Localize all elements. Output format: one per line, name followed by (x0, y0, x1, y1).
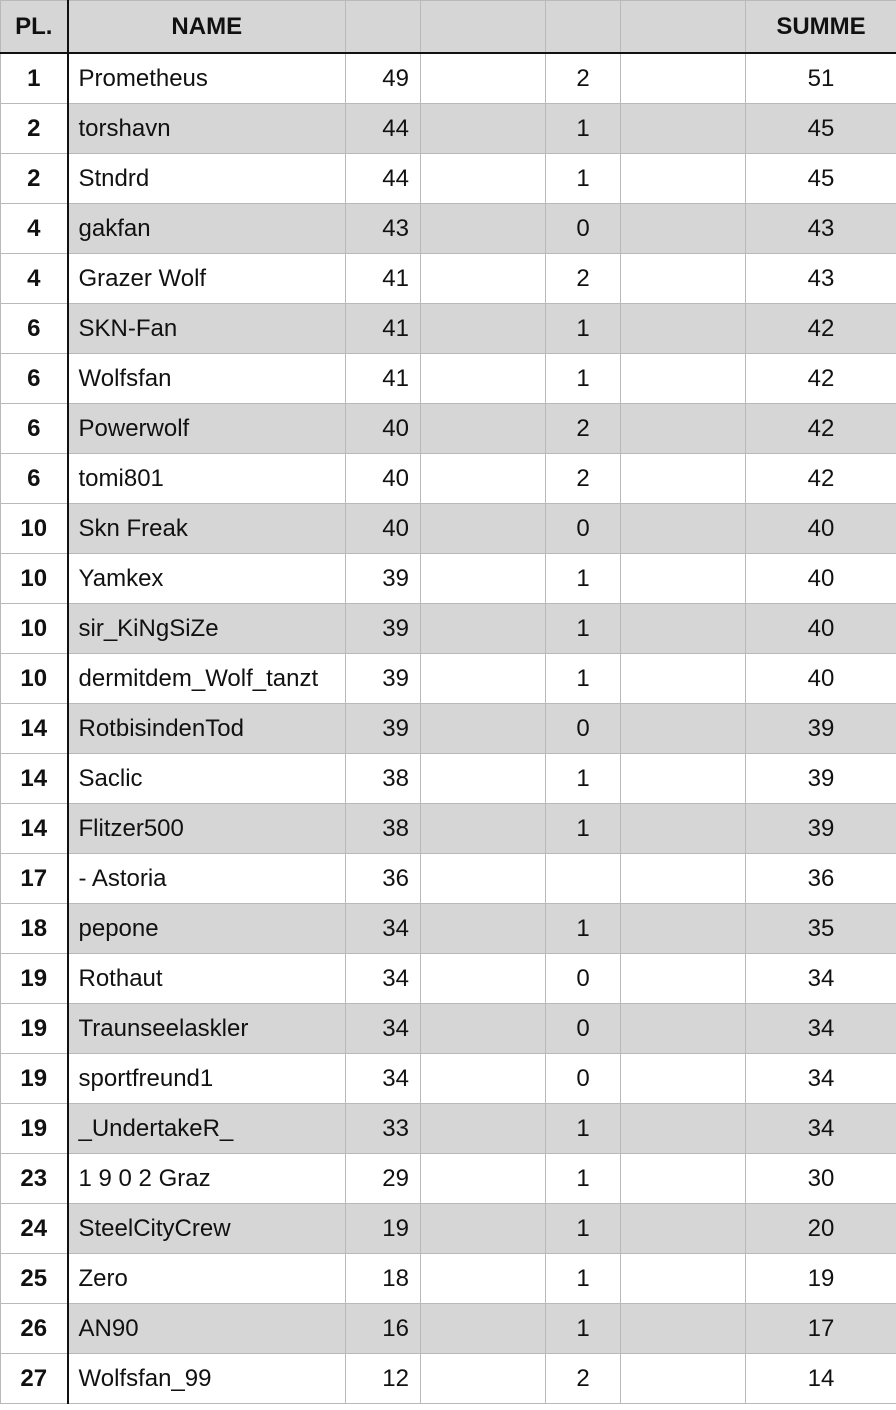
empty-cell (421, 754, 546, 804)
table-row (1, 254, 896, 304)
table-row (1, 754, 896, 804)
name-cell: Rothaut (68, 954, 346, 1004)
empty-cell (421, 254, 546, 304)
empty-cell (621, 954, 746, 1004)
bonus-cell: 1 (546, 604, 621, 654)
empty-cell (421, 554, 546, 604)
place-cell: 2 (1, 104, 68, 154)
sum-cell: 40 (746, 604, 896, 654)
empty-cell (421, 904, 546, 954)
empty-cell (421, 1104, 546, 1154)
name-cell: Saclic (68, 754, 346, 804)
empty-cell (421, 304, 546, 354)
table-row (1, 354, 896, 404)
empty-cell (621, 854, 746, 904)
points-cell: 39 (346, 554, 421, 604)
place-cell: 10 (1, 654, 68, 704)
table-row (1, 554, 896, 604)
empty-cell (621, 554, 746, 604)
bonus-cell: 2 (546, 53, 621, 104)
place-cell: 17 (1, 854, 68, 904)
bonus-cell: 0 (546, 1004, 621, 1054)
points-cell: 38 (346, 754, 421, 804)
points-cell: 29 (346, 1154, 421, 1204)
header-col3 (346, 1, 421, 54)
name-cell: Wolfsfan_99 (68, 1354, 346, 1404)
empty-cell (621, 704, 746, 754)
name-cell: AN90 (68, 1304, 346, 1354)
table-row (1, 854, 896, 904)
name-cell: pepone (68, 904, 346, 954)
empty-cell (621, 154, 746, 204)
name-cell: sportfreund1 (68, 1054, 346, 1104)
sum-cell: 34 (746, 1054, 896, 1104)
bonus-cell: 1 (546, 554, 621, 604)
place-cell: 25 (1, 1254, 68, 1304)
table-row (1, 954, 896, 1004)
bonus-cell: 1 (546, 1304, 621, 1354)
bonus-cell: 0 (546, 704, 621, 754)
empty-cell (621, 1154, 746, 1204)
bonus-cell: 1 (546, 1254, 621, 1304)
bonus-cell: 1 (546, 1204, 621, 1254)
empty-cell (621, 904, 746, 954)
place-cell: 6 (1, 304, 68, 354)
points-cell: 18 (346, 1254, 421, 1304)
place-cell: 26 (1, 1304, 68, 1354)
points-cell: 40 (346, 504, 421, 554)
bonus-cell: 1 (546, 154, 621, 204)
empty-cell (621, 304, 746, 354)
table-row (1, 53, 896, 104)
bonus-cell: 0 (546, 504, 621, 554)
empty-cell (421, 1304, 546, 1354)
header-col4 (421, 1, 546, 54)
empty-cell (621, 354, 746, 404)
empty-cell (621, 104, 746, 154)
points-cell: 40 (346, 454, 421, 504)
place-cell: 14 (1, 754, 68, 804)
empty-cell (621, 1254, 746, 1304)
empty-cell (421, 604, 546, 654)
place-cell: 10 (1, 604, 68, 654)
points-cell: 12 (346, 1354, 421, 1404)
name-cell: Flitzer500 (68, 804, 346, 854)
sum-cell: 42 (746, 304, 896, 354)
points-cell: 36 (346, 854, 421, 904)
empty-cell (621, 1104, 746, 1154)
sum-cell: 39 (746, 704, 896, 754)
points-cell: 43 (346, 204, 421, 254)
name-cell: _UndertakeR_ (68, 1104, 346, 1154)
points-cell: 40 (346, 404, 421, 454)
sum-cell: 42 (746, 404, 896, 454)
bonus-cell: 1 (546, 304, 621, 354)
sum-cell: 43 (746, 254, 896, 304)
empty-cell (421, 1054, 546, 1104)
table-row (1, 304, 896, 354)
points-cell: 34 (346, 954, 421, 1004)
sum-cell: 45 (746, 154, 896, 204)
points-cell: 34 (346, 1004, 421, 1054)
sum-cell: 39 (746, 804, 896, 854)
empty-cell (621, 754, 746, 804)
place-cell: 14 (1, 704, 68, 754)
place-cell: 2 (1, 154, 68, 204)
empty-cell (421, 454, 546, 504)
empty-cell (421, 354, 546, 404)
table-row (1, 1004, 896, 1054)
bonus-cell: 1 (546, 104, 621, 154)
bonus-cell: 0 (546, 1054, 621, 1104)
empty-cell (621, 1004, 746, 1054)
empty-cell (621, 254, 746, 304)
header-row (1, 1, 896, 54)
empty-cell (421, 954, 546, 1004)
empty-cell (421, 504, 546, 554)
table-row (1, 1354, 896, 1404)
header-place: PL. (1, 1, 68, 54)
name-cell: 1 9 0 2 Graz (68, 1154, 346, 1204)
sum-cell: 42 (746, 454, 896, 504)
sum-cell: 17 (746, 1304, 896, 1354)
empty-cell (621, 454, 746, 504)
place-cell: 6 (1, 404, 68, 454)
points-cell: 44 (346, 104, 421, 154)
empty-cell (421, 1154, 546, 1204)
header-col5 (546, 1, 621, 54)
name-cell: SteelCityCrew (68, 1204, 346, 1254)
standings-body (1, 53, 896, 1404)
place-cell: 24 (1, 1204, 68, 1254)
place-cell: 19 (1, 1054, 68, 1104)
empty-cell (621, 1304, 746, 1354)
sum-cell: 40 (746, 554, 896, 604)
bonus-cell: 2 (546, 254, 621, 304)
sum-cell: 43 (746, 204, 896, 254)
table-row (1, 604, 896, 654)
points-cell: 44 (346, 154, 421, 204)
empty-cell (421, 404, 546, 454)
bonus-cell: 1 (546, 754, 621, 804)
table-row (1, 1254, 896, 1304)
empty-cell (421, 654, 546, 704)
bonus-cell (546, 854, 621, 904)
points-cell: 41 (346, 304, 421, 354)
place-cell: 6 (1, 454, 68, 504)
empty-cell (621, 404, 746, 454)
place-cell: 10 (1, 554, 68, 604)
points-cell: 39 (346, 654, 421, 704)
name-cell: torshavn (68, 104, 346, 154)
name-cell: gakfan (68, 204, 346, 254)
sum-cell: 30 (746, 1154, 896, 1204)
empty-cell (421, 204, 546, 254)
sum-cell: 34 (746, 1104, 896, 1154)
bonus-cell: 1 (546, 1104, 621, 1154)
sum-cell: 36 (746, 854, 896, 904)
empty-cell (421, 53, 546, 104)
table-row (1, 204, 896, 254)
table-row (1, 504, 896, 554)
table-row (1, 1204, 896, 1254)
place-cell: 23 (1, 1154, 68, 1204)
table-row (1, 1104, 896, 1154)
bonus-cell: 2 (546, 1354, 621, 1404)
place-cell: 19 (1, 1104, 68, 1154)
header-name: NAME (68, 1, 346, 54)
name-cell: Zero (68, 1254, 346, 1304)
sum-cell: 34 (746, 954, 896, 1004)
points-cell: 39 (346, 604, 421, 654)
points-cell: 41 (346, 354, 421, 404)
points-cell: 39 (346, 704, 421, 754)
name-cell: Grazer Wolf (68, 254, 346, 304)
points-cell: 16 (346, 1304, 421, 1354)
name-cell: Wolfsfan (68, 354, 346, 404)
points-cell: 38 (346, 804, 421, 854)
empty-cell (421, 1354, 546, 1404)
empty-cell (621, 1054, 746, 1104)
name-cell: - Astoria (68, 854, 346, 904)
header-col6 (621, 1, 746, 54)
name-cell: sir_KiNgSiZe (68, 604, 346, 654)
empty-cell (421, 104, 546, 154)
table-row (1, 654, 896, 704)
bonus-cell: 1 (546, 804, 621, 854)
empty-cell (621, 53, 746, 104)
header-sum: SUMME (746, 1, 896, 54)
points-cell: 34 (346, 1054, 421, 1104)
table-row (1, 404, 896, 454)
empty-cell (621, 204, 746, 254)
points-cell: 34 (346, 904, 421, 954)
name-cell: RotbisindenTod (68, 704, 346, 754)
place-cell: 19 (1, 954, 68, 1004)
sum-cell: 39 (746, 754, 896, 804)
bonus-cell: 1 (546, 904, 621, 954)
sum-cell: 34 (746, 1004, 896, 1054)
place-cell: 18 (1, 904, 68, 954)
sum-cell: 51 (746, 53, 896, 104)
points-cell: 33 (346, 1104, 421, 1154)
points-cell: 41 (346, 254, 421, 304)
sum-cell: 35 (746, 904, 896, 954)
table-row (1, 804, 896, 854)
place-cell: 1 (1, 53, 68, 104)
bonus-cell: 2 (546, 454, 621, 504)
name-cell: Powerwolf (68, 404, 346, 454)
empty-cell (421, 804, 546, 854)
name-cell: tomi801 (68, 454, 346, 504)
place-cell: 10 (1, 504, 68, 554)
empty-cell (421, 1004, 546, 1054)
table-row (1, 454, 896, 504)
place-cell: 27 (1, 1354, 68, 1404)
empty-cell (621, 504, 746, 554)
table-row (1, 1054, 896, 1104)
place-cell: 4 (1, 254, 68, 304)
empty-cell (621, 1354, 746, 1404)
sum-cell: 14 (746, 1354, 896, 1404)
table-row (1, 1304, 896, 1354)
empty-cell (421, 1254, 546, 1304)
name-cell: SKN-Fan (68, 304, 346, 354)
place-cell: 4 (1, 204, 68, 254)
sum-cell: 42 (746, 354, 896, 404)
points-cell: 19 (346, 1204, 421, 1254)
sum-cell: 40 (746, 654, 896, 704)
table-row (1, 704, 896, 754)
empty-cell (621, 1204, 746, 1254)
name-cell: Skn Freak (68, 504, 346, 554)
name-cell: Stndrd (68, 154, 346, 204)
empty-cell (421, 154, 546, 204)
empty-cell (621, 654, 746, 704)
bonus-cell: 0 (546, 204, 621, 254)
empty-cell (621, 804, 746, 854)
table-row (1, 154, 896, 204)
table-row (1, 904, 896, 954)
name-cell: Traunseelaskler (68, 1004, 346, 1054)
empty-cell (421, 1204, 546, 1254)
bonus-cell: 1 (546, 654, 621, 704)
place-cell: 6 (1, 354, 68, 404)
name-cell: dermitdem_Wolf_tanzt (68, 654, 346, 704)
bonus-cell: 1 (546, 354, 621, 404)
empty-cell (421, 854, 546, 904)
bonus-cell: 1 (546, 1154, 621, 1204)
place-cell: 19 (1, 1004, 68, 1054)
empty-cell (621, 604, 746, 654)
sum-cell: 40 (746, 504, 896, 554)
bonus-cell: 0 (546, 954, 621, 1004)
empty-cell (421, 704, 546, 754)
place-cell: 14 (1, 804, 68, 854)
table-row (1, 1154, 896, 1204)
sum-cell: 45 (746, 104, 896, 154)
bonus-cell: 2 (546, 404, 621, 454)
name-cell: Yamkex (68, 554, 346, 604)
sum-cell: 20 (746, 1204, 896, 1254)
name-cell: Prometheus (68, 53, 346, 104)
table-row (1, 104, 896, 154)
points-cell: 49 (346, 53, 421, 104)
sum-cell: 19 (746, 1254, 896, 1304)
